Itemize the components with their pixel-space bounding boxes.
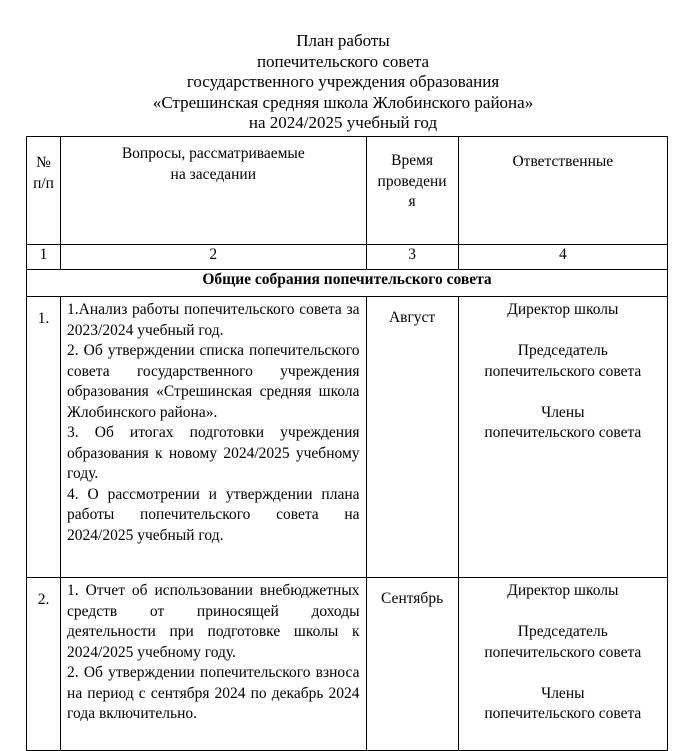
responsible-members: Члены xyxy=(541,684,585,702)
question-item: 1. Отчет об использовании внебюджетных средств от приносящей доходы деятельности при подготовке школы к 2024/2025 учебному году. xyxy=(67,582,360,661)
row-questions xyxy=(61,297,366,578)
row-responsible xyxy=(458,578,667,751)
header-questions xyxy=(61,137,366,245)
responsible-chair: Председатель xyxy=(517,342,608,359)
plan-table xyxy=(26,136,668,751)
header-questions-line: Вопросы, рассматриваемые xyxy=(121,145,305,162)
row-number: 2. xyxy=(27,578,61,751)
responsible-director: Директор школы xyxy=(507,582,619,599)
title-line: попечительского совета xyxy=(256,51,430,71)
title-line: «Стрешинская средняя школа Жлобинского района» xyxy=(152,92,534,112)
section-title: Общие собрания попечительского совета xyxy=(27,270,668,297)
question-item: 2. Об утверждении попечительского взноса на период с сентября 2024 по декабрь 2024 года включительно. xyxy=(67,664,360,722)
responsible-members: попечительского совета xyxy=(484,424,642,441)
spacer xyxy=(459,663,667,684)
title-line: на 2024/2025 учебный год xyxy=(248,113,438,132)
table-row xyxy=(27,297,668,578)
row-questions xyxy=(61,578,366,751)
question-item: 1.Анализ работы попечительского совета за 2023/2024 учебный год. xyxy=(67,301,360,339)
spacer xyxy=(459,321,667,342)
responsible-chair: попечительского совета xyxy=(484,643,642,661)
row-time: Сентябрь xyxy=(366,578,458,751)
column-number: 3 xyxy=(366,245,458,270)
responsible-chair: попечительского совета xyxy=(484,362,642,380)
title-line: государственного учреждения образования xyxy=(186,72,500,91)
row-responsible xyxy=(458,297,667,578)
question-item: 2. Об утверждении списка попечительского совета государственного учреждения образования «Стрешинская средняя школа Жлобинского района». xyxy=(67,342,360,421)
question-item: 4. О рассмотрении и утверждении плана работы попечительского совета на 2024/2025 учебный год. xyxy=(67,485,360,544)
row-number: 1. xyxy=(27,297,61,578)
responsible-members: попечительского совета xyxy=(484,705,642,722)
spacer xyxy=(459,382,667,403)
title-line: План работы xyxy=(296,31,390,50)
responsible-director: Директор школы xyxy=(507,301,619,318)
responsible-members: Члены xyxy=(541,403,585,421)
row-time: Август xyxy=(366,297,458,578)
column-number: 2 xyxy=(61,245,366,270)
column-number-row xyxy=(27,245,668,270)
header-responsible: Ответственные xyxy=(458,137,667,245)
header-num xyxy=(27,137,61,245)
column-number: 1 xyxy=(27,245,61,270)
responsible-chair: Председатель xyxy=(517,623,608,640)
question-item: 3. Об итогах подготовки учреждения образования к новому 2024/2025 учебному году. xyxy=(67,424,360,482)
header-num-line: п/п xyxy=(33,174,54,192)
table-header-row xyxy=(27,137,668,245)
header-time-line: Время xyxy=(391,152,434,169)
header-num-line: № xyxy=(36,154,51,171)
header-questions-line: на заседании xyxy=(170,165,256,183)
column-number: 4 xyxy=(458,245,667,270)
header-time-line: я xyxy=(408,193,416,210)
header-time xyxy=(366,137,458,245)
header-time-line: проведени xyxy=(377,172,447,190)
table-row xyxy=(27,578,668,751)
spacer xyxy=(459,602,667,623)
section-row xyxy=(27,270,668,297)
document-title xyxy=(0,31,686,134)
